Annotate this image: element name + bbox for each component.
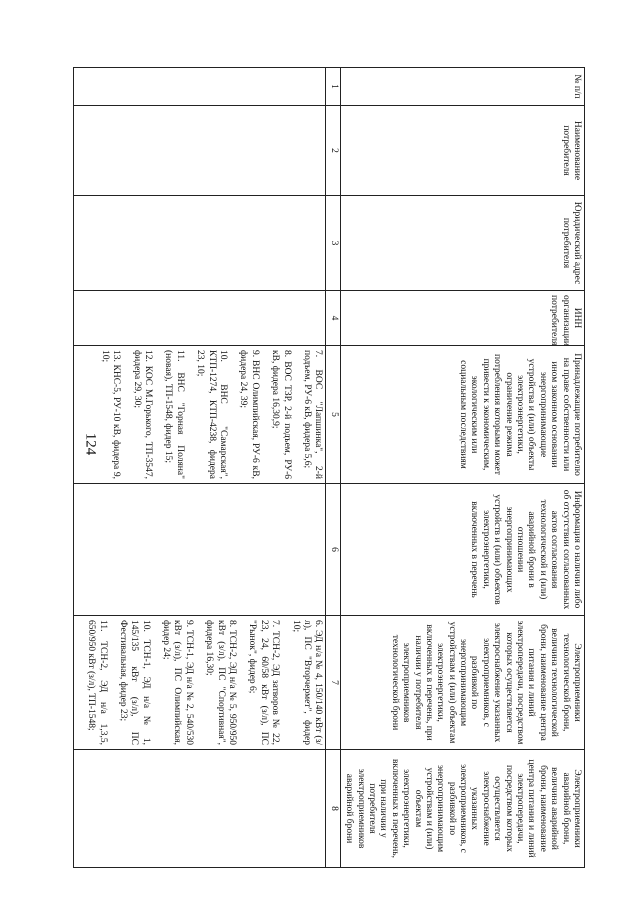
column-number-row: [326, 68, 340, 868]
header-col-4: ИНН организации потребителя: [340, 291, 584, 346]
column-number: 4: [326, 291, 340, 346]
column-number: 6: [326, 484, 340, 616]
column-number: 3: [326, 196, 340, 291]
column-number: 1: [326, 68, 340, 106]
cell-col-8: [73, 750, 326, 868]
rotated-table-container: [55, 67, 585, 867]
header-col-8: Электроприемники аварийной брони, величина аварийной брони, наименование центра питания и линий электропередачи, посредством которых осуществляется электроснабжение указанных электроприемников, с разбивкой по энергопринимающим устройствам и (или) объектам электроэнергетики, включенных в перечень, при наличии у потребителя электроприемников аварийной брони: [340, 750, 584, 868]
list-item: 9. ВНС Олимпийская, РУ-6 кВ, фидера 24, 39;: [238, 350, 260, 479]
list-item: 7. ТСН-2, ЭД затворов № 22, 23, 24, 60/58 кВт (з/л), ПС "Рынок", фидер 6;: [247, 620, 281, 745]
header-col-7: Электроприемники технологической брони, величина технологической брони, наименование центра питания и линий электропередачи, посредством которых осуществляется электроснабжение указанных электроприемников, с разбивкой по энергопринимающим устройствам и (или) объектам электроэнергетики, включенных в перечень, при наличии у потребителя электроприемников технологической брони: [340, 616, 584, 750]
header-row: [340, 68, 584, 868]
list-item: 10. ВНС "Самарская", КТП-1274, КТП-4238, фидера 23, 10;: [195, 350, 229, 479]
page-number: 124: [82, 432, 99, 456]
list-item: 13. КНС-5, РУ-10 кВ, фидера 9, 10;: [99, 350, 122, 479]
header-col-2: Наименование потребителя: [340, 106, 584, 196]
cell-col-6: [73, 484, 326, 616]
column-number: 5: [326, 346, 340, 484]
column-number: 7: [326, 616, 340, 750]
list-item: 11. ТСН-2, ЭД н/а 1,3,5, 650/950 кВт (з/л), ТП-1548;: [86, 620, 108, 745]
cell-col-1: [73, 68, 326, 106]
list-item: 8. ВОС ТЗР, 2-й подъем, РУ-6 кВ, фидера 16,30,9;: [270, 350, 292, 479]
cell-col-2: [73, 106, 326, 196]
header-col-1: № п/п: [340, 68, 584, 106]
cell-col-4: [73, 291, 326, 346]
cell-col-5: [73, 346, 326, 484]
list-item: 12. КОС М.Горького, ТП-3547, фидера 29, 30;: [131, 350, 154, 479]
list-item: 9. ТСН-1, ЭД н/а № 2, 540/530 кВт (з/л), ПС Олимпийская, фидер 24;: [161, 620, 194, 745]
list-item: 11. ВНС "Горная Поляна" (новая), ТП-1548, фидер 15;: [163, 350, 185, 479]
list-item: 8. ТСН-2, ЭД н/а № 5, 950/950 кВт (з/л), ПС "Спортивная", фидера 16,30;: [204, 620, 238, 745]
column-number: 2: [326, 106, 340, 196]
header-col-5: Принадлежащие потребителю на праве собственности или ином законном основании энергопринимающие устройства и (или) объекты электроэнергетики, ограничение режима потребления которыми может привести к экономическим, экологическим или социальным последствиям: [340, 346, 584, 484]
list-item: 10. ТСН-1, ЭД н/а № 1, 145/135 кВт (з/л), ПС Фестивальная, фидер 23;: [117, 620, 151, 745]
header-col-3: Юридический адрес потребителя: [340, 196, 584, 291]
column-number: 8: [326, 750, 340, 868]
cell-col-7: [73, 616, 326, 750]
cell-col-3: [73, 196, 326, 291]
list-item: 7. ВОС "Лапшинка", 2-й подъем, РУ-6 кВ, фидера 5,6;: [302, 350, 324, 479]
consumer-table: [73, 67, 585, 868]
table-row: [73, 68, 326, 868]
header-col-6: Информация о наличии либо об отсутствии согласованных актов согласования технологической и (или) аварийной брони в отношении энергопринимающих устройств и (или) объектов электроэнергетики, включенных в перечень: [340, 484, 584, 616]
list-item: 6. ЭД н/а № 4, 150/140 кВт (з/л), ПС "Вторчермет", фидер 10;: [290, 620, 324, 745]
